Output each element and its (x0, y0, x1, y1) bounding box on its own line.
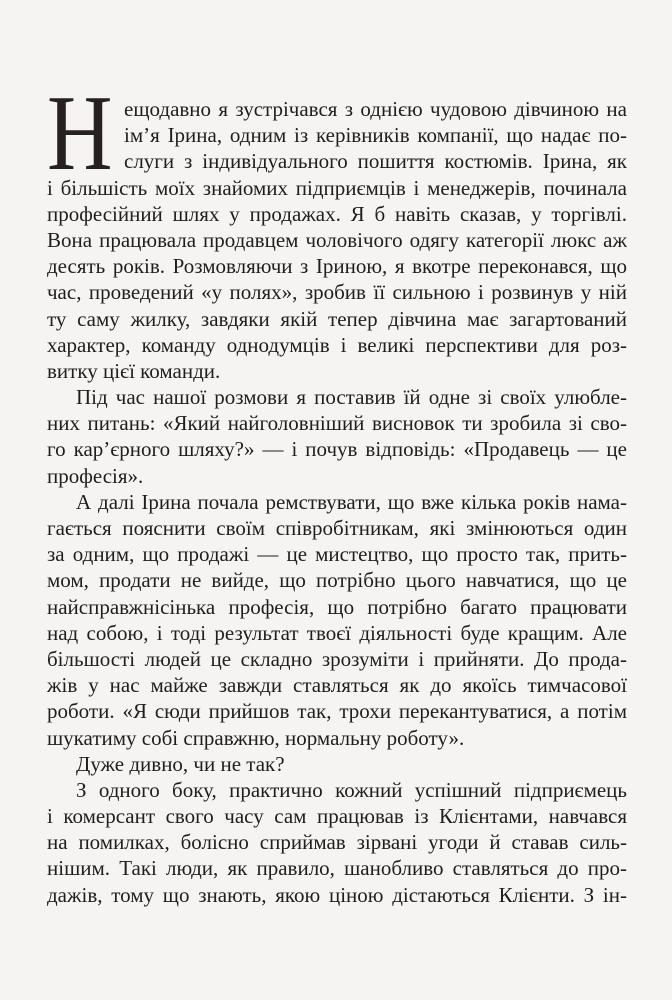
text-line: над собою, і тоді результат твоєї діяльності буде кращим. Але (47, 620, 627, 645)
text-line: Вона працювала продавцем чоловічого одягу категорії люкс аж (47, 227, 627, 252)
text-line: Під час нашої розмови я поставив їй одне зі своїх улюбле- (76, 385, 627, 410)
text-line: мом, продати не вийде, що потрібно цього навчатися, що це (47, 568, 627, 593)
text-line: шукатиму собі справжню, нормальну роботу». (47, 725, 465, 750)
text-line: більшості людей це складно зрозуміти і прийняти. До прода- (47, 646, 627, 671)
text-line: ім’я Ірина, одним із керівників компанії, що надає по- (124, 123, 627, 148)
drop-cap-letter: Н (47, 74, 113, 193)
text-line: гається пояснити своїм співробітникам, які змінюються один (47, 516, 627, 540)
text-line: за одним, що продажі — це мистецтво, що просто так, прить- (47, 542, 627, 567)
text-line: А далі Ірина почала ремствувати, що вже кілька років нама- (76, 489, 627, 514)
text-line: час, проведений «у полях», зробив її сильною і розвинув у ній (47, 280, 627, 305)
text-line: і комерсант свого часу сам працював із Клієнтами, навчався (47, 804, 627, 829)
text-line: професія». (47, 463, 144, 488)
text-line: десять років. Розмовляючи з Іриною, я вкотре переконався, що (47, 254, 627, 279)
text-line: ещодавно я зустрічався з однією чудовою дівчиною на (124, 97, 627, 121)
text-line: слуги з індивідуального пошиття костюмів. Ірина, як (124, 149, 627, 174)
text-line: Дуже дивно, чи не так? (76, 751, 285, 776)
text-line: них питань: «Який найголовніший висновок ти зробила зі сво- (47, 411, 627, 436)
text-line: дажів, тому що знають, якою ціною дістаються Клієнти. З ін- (47, 882, 627, 907)
text-line: найсправжнісінька професія, що потрібно багато працювати (47, 594, 627, 619)
text-line: З одного боку, практично кожний успішний підприємець (76, 777, 627, 802)
text-line: і більшість моїх знайомих підприємців і менеджерів, починала (47, 175, 627, 200)
text-line: на помилках, болісно сприймав зірвані угоди й ставав силь- (47, 830, 627, 855)
text-block (47, 74, 627, 908)
text-line: роботи. «Я сюди прийшов так, трохи перекантуватися, а потім (47, 699, 627, 724)
text-line: нішим. Такі люди, як правило, шанобливо ставляться до про- (47, 856, 627, 881)
text-line: професійний шлях у продажах. Я б навіть сказав, у торгівлі. (47, 201, 627, 226)
text-line: жів у нас майже завжди ставляться як до якоїсь тимчасової (47, 673, 627, 698)
text-line: ту саму жилку, завдяки якій тепер дівчина має загартований (47, 306, 627, 331)
text-line: витку цієї команди. (47, 358, 221, 383)
paragraph-lines (47, 74, 627, 908)
text-line: го кар’єрного шляху?» — і почув відповідь: «Продавець — це (47, 437, 627, 462)
text-line: характер, команду однодумців і великі перспективи для роз- (47, 332, 627, 357)
